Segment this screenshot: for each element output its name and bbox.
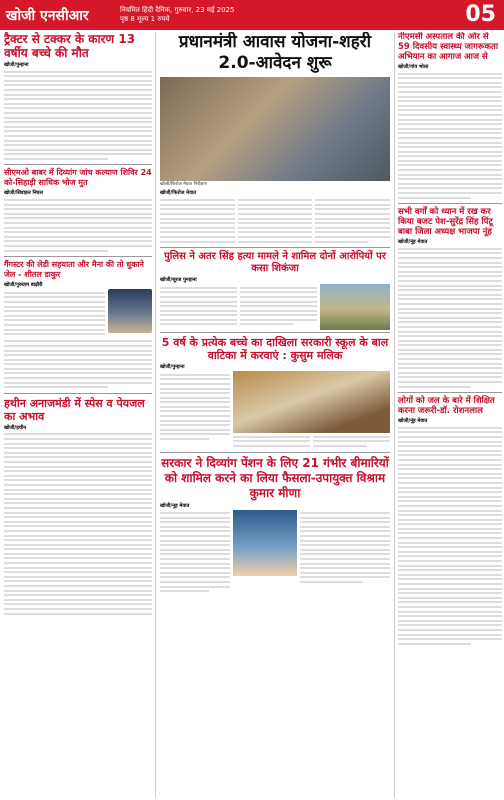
story-hospital-campaign — [398, 32, 502, 204]
body-text — [4, 71, 152, 160]
center-column — [160, 32, 390, 798]
left-column — [4, 32, 156, 798]
story-water-education — [398, 396, 502, 649]
lead-headline: प्रधानमंत्री आवास योजना-शहरी 2.0-आवेदन शुरू — [178, 32, 372, 73]
paper-name: खोजी एनसीआर — [6, 8, 89, 24]
edition-meta — [120, 6, 234, 24]
byline: खोजी/गांव भोला — [398, 64, 429, 70]
photo-caption: खोजी/फिरोज मेवात निरीक्षण — [160, 182, 207, 187]
byline: खोजी/हथीन — [4, 424, 27, 431]
headline: सरकार ने दिव्यांग पेंशन के लिए 21 गंभीर बीमारियों को शामिल करने का लिया फैसला-उपायुक्त विश्राम कुमार मीणा — [161, 455, 389, 500]
story-gangster-case — [4, 260, 152, 394]
body-text — [160, 284, 317, 330]
byline: खोजी/पुन्हाना — [4, 62, 29, 68]
body-text — [4, 199, 152, 252]
page-number: 05 — [465, 2, 496, 27]
byline: खोजी/नूंह मेवात — [398, 418, 428, 425]
body-text — [4, 433, 152, 614]
headline: पुलिस ने अतर सिंह हत्या मामले ने शामिल दोनों आरोपियों पर कसा शिकंजा — [164, 251, 386, 275]
byline: खोजी/सूरज पुनहाना — [160, 277, 197, 284]
byline: खोजी/फिरोज मेवात — [160, 189, 197, 196]
byline: खोजी/गुरुग्राम बाढ़ौरी — [4, 282, 43, 289]
masthead — [0, 0, 504, 30]
headline: लोगों को जल के बारे में शिक्षित करना जरूरी-डॉ. रोशनलाल — [398, 396, 495, 417]
edition-date: नियमित हिंदी दैनिक, गुरुवार, 23 मई 2025 — [120, 6, 235, 14]
edition-price: पृष्ठ 8 मूल्य 1 रुपये — [120, 15, 170, 23]
body-text — [398, 248, 502, 388]
official-photo — [233, 510, 297, 576]
story-pm-awas — [160, 32, 390, 248]
byline: खोजी/सिडाक़र निघल — [4, 190, 43, 197]
headline: गैंगस्टर की लेडी सहयाता और मैना की तो धुकाने जेल - शीतल डाकुर — [4, 260, 144, 280]
body-text — [4, 289, 105, 338]
headline: सभी वर्गों को ध्यान में रख कर किया बजट पेश-सुरेंद्र सिंह पिंटू बाबा जिला अध्यक्ष भाजपा नूंह — [398, 207, 493, 238]
story-hathin-mandi — [4, 397, 152, 619]
police-photo — [320, 284, 390, 330]
body-text — [398, 73, 502, 199]
story-school-admission — [160, 336, 390, 452]
portrait-photo — [108, 289, 152, 333]
story-tractor-accident — [4, 32, 152, 165]
school-children-photo — [233, 371, 390, 433]
story-disability-camp — [4, 168, 152, 257]
headline: 5 वर्ष के प्रत्येक बच्चे का दाखिला सरकारी स्कूल के बाल वाटिका में करवाएं : कुसुम मलिक — [161, 336, 389, 363]
byline: खोजी/नूह मेवात — [160, 502, 190, 509]
body-text — [398, 427, 502, 645]
body-text — [160, 510, 230, 595]
headline: नीएमसी अस्पताल की ओर से 59 दिवसीय स्वास्थ्य जागरूकता अभियान का आगाज आज से — [398, 32, 499, 62]
story-atar-singh — [160, 251, 390, 333]
body-text — [160, 197, 390, 246]
headline: सीएमओ बाबर में दिव्यांग जांच कल्याण शिविर 24 को-सिहाड़ी साधिक भोज मुत — [4, 168, 152, 188]
byline: खोजी/पुन्हाना — [160, 364, 185, 371]
byline: खोजी/नूंह मेवात — [398, 239, 428, 246]
story-budget — [398, 207, 502, 393]
headline: हथीन अनाजमंडी में स्पेस व पेयजल का अभाव — [4, 396, 145, 423]
body-text — [160, 371, 230, 449]
headline: ट्रैक्टर से टक्कर के कारण 13 वर्षीय बच्चे की मौत — [4, 32, 136, 60]
meeting-photo — [160, 77, 390, 181]
right-column — [394, 32, 502, 798]
story-disability-pension — [160, 456, 390, 597]
